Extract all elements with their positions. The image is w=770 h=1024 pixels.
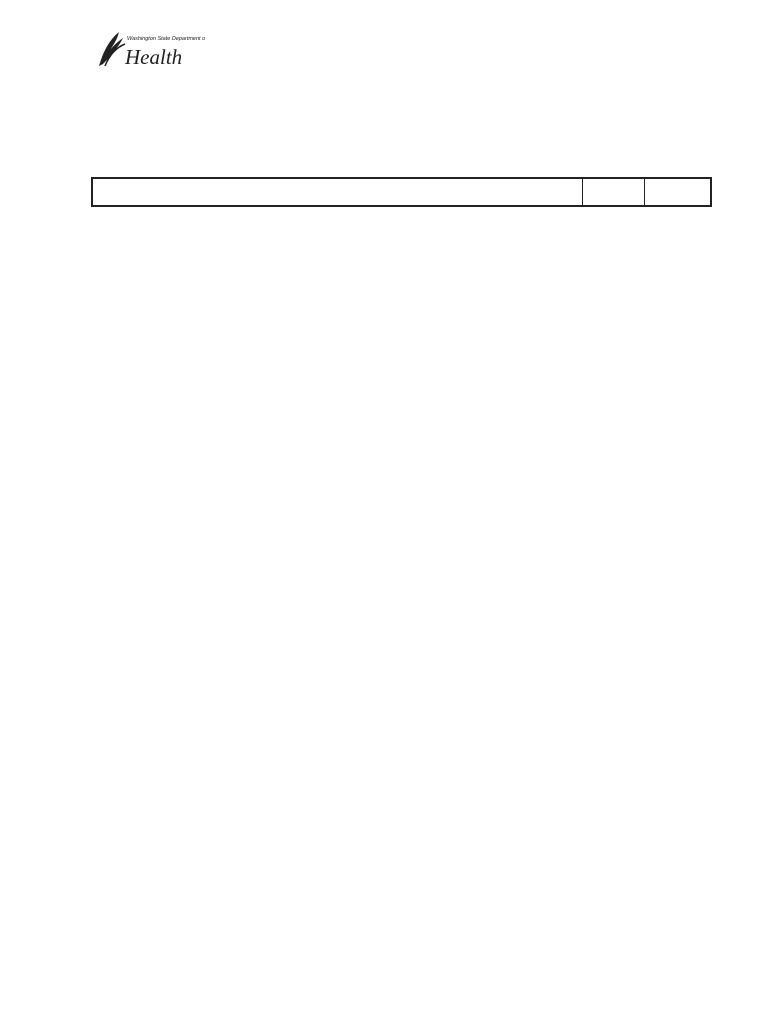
svg-text:Washington State Department of: Washington State Department of: [127, 36, 205, 42]
total-row: [92, 178, 711, 206]
total-points: [582, 178, 644, 206]
skill-sheet-table: [91, 177, 712, 207]
health-logo-icon: [95, 26, 205, 70]
health-logo: [95, 26, 205, 70]
total-awarded-cell[interactable]: [644, 178, 711, 206]
svg-text:Health: Health: [125, 45, 183, 69]
total-row-label: [92, 178, 582, 206]
